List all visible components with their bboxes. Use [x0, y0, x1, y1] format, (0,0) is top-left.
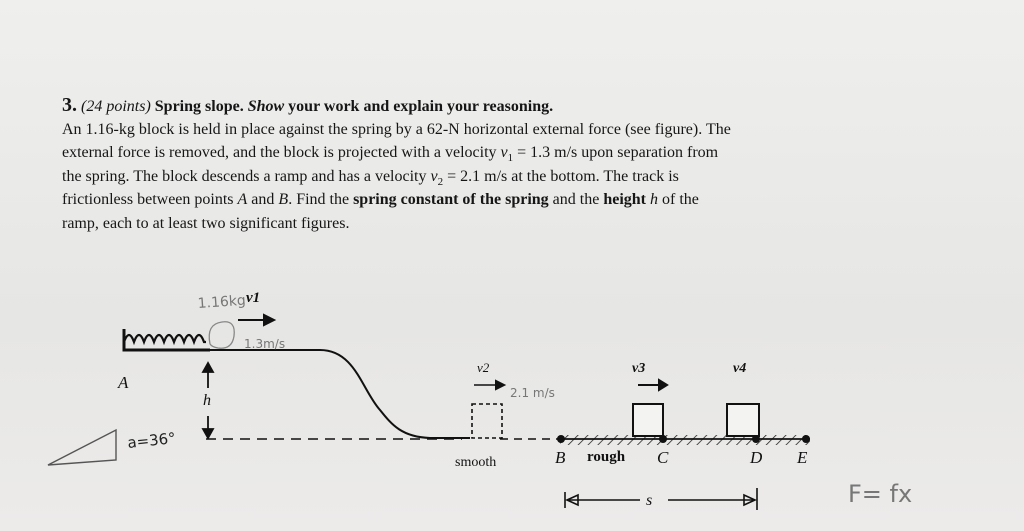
v1-sub: 1 [507, 152, 514, 165]
label-b: B [555, 448, 566, 467]
rough-ground [560, 435, 810, 445]
label-smooth: smooth [455, 455, 497, 470]
block-v3 [633, 404, 663, 436]
hand-block-sketch [209, 322, 234, 348]
problem-text-line-2 [62, 141, 962, 165]
spring-coil [124, 335, 206, 342]
label-rough: rough [587, 449, 626, 465]
problem-text-line-4 [62, 188, 962, 212]
v1-arrowhead [264, 315, 274, 325]
point-e-dot [802, 435, 810, 443]
line2-text-a: external force is removed, and the block is projected with a velocity [62, 144, 501, 161]
hand-formula-note: F= fx [848, 480, 913, 508]
line3-text-a: the spring. The block descends a ramp and has a velocity [62, 167, 431, 185]
spring-wall [124, 329, 210, 350]
v2-var: v [430, 167, 438, 185]
problem-number: 3. [62, 94, 77, 116]
label-v2: v2 [477, 360, 490, 375]
line4-and: and [247, 191, 279, 208]
problem-points: (24 points) [81, 98, 151, 115]
label-v4: v4 [733, 361, 747, 376]
problem-heading [62, 94, 962, 118]
ramp-curve [210, 350, 470, 438]
v1-var: v [500, 144, 508, 161]
label-v3: v3 [632, 361, 646, 376]
problem-text-line-1: An 1.16-kg block is held in place against the spring by a 62-N horizontal external force (see figure). The [62, 120, 731, 138]
hand-v1-note: 1.3m/s [244, 337, 286, 351]
hand-mass-note: 1.16kg [197, 292, 247, 312]
show-emphasis: Show [247, 98, 285, 115]
label-c: C [657, 448, 669, 467]
line2-text-b: = 1.3 m/s upon separation from [513, 144, 719, 161]
line4-text-b: . Find the [288, 191, 354, 208]
label-e: E [797, 448, 808, 467]
label-d: D [750, 448, 763, 467]
hand-angle-note: a=36° [126, 429, 177, 452]
height-var: h [649, 191, 658, 208]
label-v1: v1 [246, 290, 261, 306]
line4-text-c: and the [548, 191, 604, 208]
label-a: A [118, 373, 129, 392]
v2-arrowhead [496, 381, 504, 389]
label-s: s [646, 492, 653, 509]
point-b-dot [557, 435, 565, 443]
hand-v2-note: 2.1 m/s [510, 386, 555, 400]
title-rest: your work and explain your reasoning. [288, 98, 554, 115]
height-emphasis: height [603, 191, 646, 208]
block-v4 [727, 404, 759, 436]
point-b-ref: B [278, 191, 289, 208]
line4-text-d: of the [657, 191, 699, 208]
problem-3 [62, 94, 962, 235]
spring-constant-emphasis: spring constant of the spring [353, 191, 549, 208]
problem-text-line-3 [62, 165, 962, 189]
v3-arrowhead [659, 380, 667, 390]
block-v2 [472, 404, 502, 438]
h-arrowhead-down [203, 429, 213, 438]
line3-text-b: = 2.1 m/s at the bottom. The track is [443, 167, 679, 185]
v2-sub: 2 [437, 175, 444, 188]
line4-text-a: frictionless between points [62, 191, 238, 208]
spring-ramp-figure [0, 280, 1024, 531]
problem-title: Spring slope. [154, 98, 244, 115]
h-arrowhead-up [203, 363, 213, 372]
label-h: h [203, 392, 211, 409]
problem-text-line-5: ramp, each to at least two significant figures. [62, 214, 350, 232]
point-a-ref: A [237, 191, 248, 208]
hand-triangle-sketch [48, 430, 116, 465]
